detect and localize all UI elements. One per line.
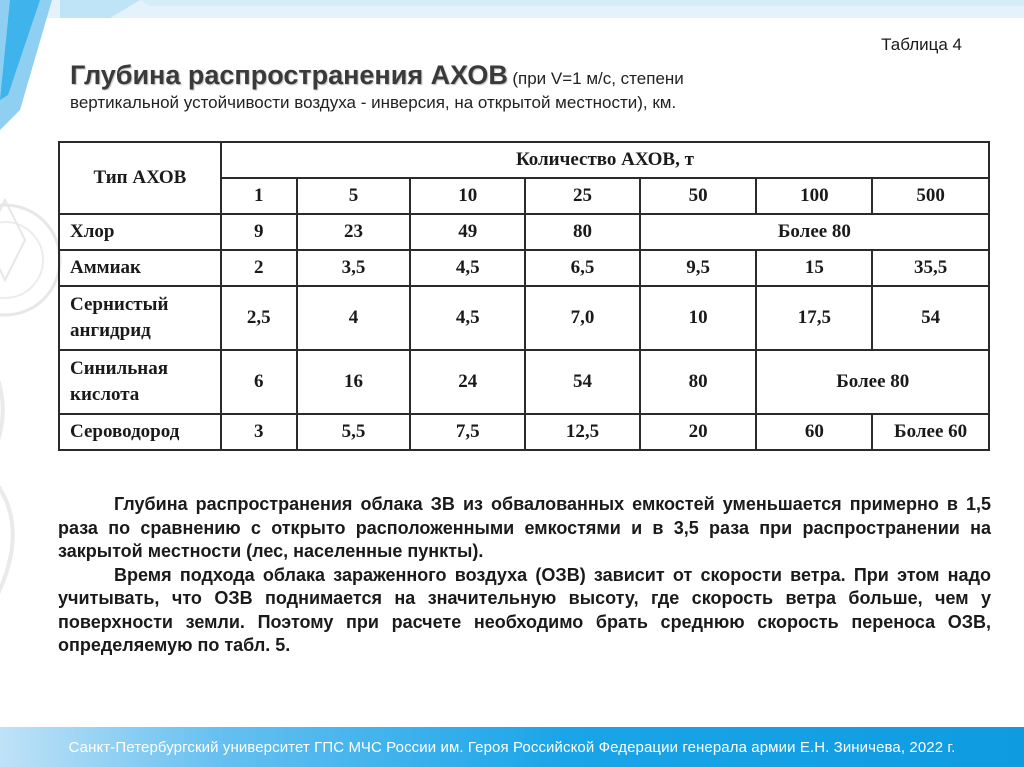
table-cell: 17,5: [756, 286, 872, 350]
quantity-cell: 500: [872, 178, 989, 214]
table-cell: 15: [756, 250, 872, 286]
table-cell: 60: [756, 414, 872, 450]
quantity-cell: 5: [297, 178, 411, 214]
table-cell: 6,5: [525, 250, 640, 286]
table-cell: 35,5: [872, 250, 989, 286]
table-cell: 4,5: [410, 250, 525, 286]
row-name-line1: Сернистый: [70, 294, 169, 315]
paragraph-approach-time: Время подхода облака зараженного воздуха (ОЗВ) зависит от скорости ветра. При этом надо учитывать, что ОЗВ поднимается на значительную высоту, где скорость ветра больше, чем у поверхности земли. Поэтому при расчете необходимо брать среднюю скорость переноса ОЗВ, определяемую по табл. 5.: [58, 564, 991, 655]
table-cell: 2,5: [221, 286, 297, 350]
table-row: [59, 250, 989, 286]
table-cell: 5,5: [297, 414, 411, 450]
table-cell: 4: [297, 286, 411, 350]
table-row: [59, 350, 989, 414]
table-cell: 10: [640, 286, 757, 350]
table-cell: 12,5: [525, 414, 640, 450]
table-cell: 54: [525, 350, 640, 414]
table-cell: 6: [221, 350, 297, 414]
table-cell: 3,5: [297, 250, 411, 286]
row-name: [59, 350, 221, 414]
table-cell: 9,5: [640, 250, 757, 286]
footer-text: Санкт-Петербургский университет ГПС МЧС России им. Героя Российской Федерации генерала армии Е.Н. Зиничева, 2022 г.: [68, 738, 956, 756]
row-name-line2: кислота: [70, 384, 140, 405]
table-cell: 20: [640, 414, 757, 450]
quantity-cell: 25: [525, 178, 640, 214]
table-cell: 7,0: [525, 286, 640, 350]
axov-depth-table: [58, 141, 990, 451]
row-name: Аммиак: [59, 250, 221, 286]
footer-bar: [0, 727, 1024, 767]
table-cell: 2: [221, 250, 297, 286]
table-cell: 80: [640, 350, 757, 414]
table-cell: Более 60: [872, 414, 989, 450]
quantity-cell: 10: [410, 178, 525, 214]
table-row: [59, 286, 989, 350]
row-name: Хлор: [59, 214, 221, 250]
table-cell: 24: [410, 350, 525, 414]
table-cell: 16: [297, 350, 411, 414]
header-quantity: Количество АХОВ, т: [221, 142, 989, 178]
quantity-cell: 100: [756, 178, 872, 214]
paragraph-embankment: Глубина распространения облака ЗВ из обвалованных емкостей уменьшается примерно в 1,5 раза по сравнению с открыто расположенными емкостями и в 3,5 раза при распространении на закрытой местности (лес, населенные пункты).: [58, 494, 991, 561]
quantity-cell: 1: [221, 178, 297, 214]
table-header-row: [59, 142, 989, 178]
page-title-conditions-line2: вертикальной устойчивости воздуха - инверсия, на открытой местности), км.: [70, 93, 677, 112]
page-title-conditions: (при V=1 м/с, степени: [512, 69, 684, 88]
page-title-block: [70, 60, 970, 113]
table-cell: Более 80: [640, 214, 989, 250]
table-row: [59, 414, 989, 450]
table-cell: 49: [410, 214, 525, 250]
table-cell: 4,5: [410, 286, 525, 350]
table-number: Таблица 4: [881, 35, 962, 54]
row-name: [59, 286, 221, 350]
header-type: Тип АХОВ: [59, 142, 221, 214]
table-cell: 3: [221, 414, 297, 450]
quantity-cell: 50: [640, 178, 757, 214]
row-name: Сероводород: [59, 414, 221, 450]
row-name-line2: ангидрид: [70, 320, 151, 341]
body-text: [58, 493, 991, 658]
table-cell: 9: [221, 214, 297, 250]
table-cell: Более 80: [756, 350, 989, 414]
row-name-line1: Синильная: [70, 358, 168, 379]
page-title: Глубина распространения АХОВ: [70, 60, 508, 90]
table-row: [59, 214, 989, 250]
table-cell: 7,5: [410, 414, 525, 450]
table-cell: 80: [525, 214, 640, 250]
table-cell: 23: [297, 214, 411, 250]
table-cell: 54: [872, 286, 989, 350]
